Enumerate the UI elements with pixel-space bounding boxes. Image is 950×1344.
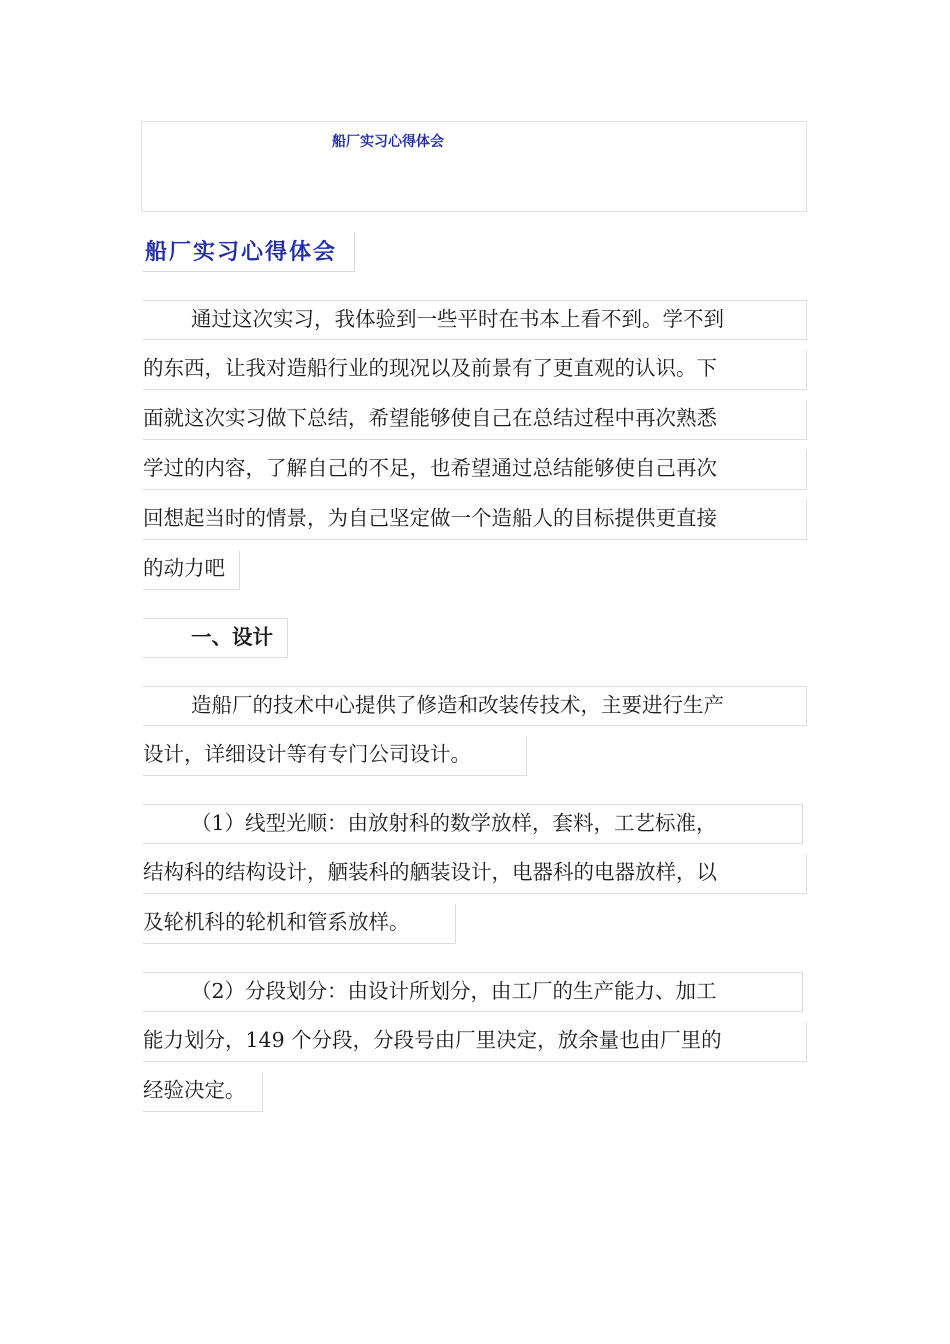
paragraph-line: 面就这次实习做下总结，希望能够使自己在总结过程中再次熟悉: [143, 400, 807, 440]
list-item-line: （1）线型光顺：由放射科的数学放样，套料，工艺标准，: [143, 804, 803, 844]
paragraph-line: 回想起当时的情景，为自己坚定做一个造船人的目标提供更直接: [143, 500, 807, 540]
page-header-box: [141, 121, 807, 212]
list-item-line: 能力划分，149 个分段，分段号由厂里决定，放余量也由厂里的: [143, 1022, 807, 1062]
paragraph-line: 设计，详细设计等有专门公司设计。: [143, 736, 527, 776]
list-item-line: 经验决定。: [143, 1072, 263, 1112]
paragraph-line: 的动力吧: [143, 550, 240, 590]
paragraph-line: 通过这次实习，我体验到一些平时在书本上看不到。学不到: [143, 300, 807, 340]
list-item-line: （2）分段划分：由设计所划分，由工厂的生产能力、加工: [143, 972, 803, 1012]
list-item-line: 结构科的结构设计，舾装科的舾装设计，电器科的电器放样，以: [143, 854, 807, 894]
paragraph-line: 造船厂的技术中心提供了修造和改装传技术，主要进行生产: [143, 686, 807, 726]
header-title: 船厂实习心得体会: [332, 134, 444, 150]
paragraph-line: 的东西，让我对造船行业的现况以及前景有了更直观的认识。下: [143, 350, 807, 390]
list-item-line: 及轮机科的轮机和管系放样。: [143, 904, 456, 944]
paragraph-line: 学过的内容，了解自己的不足，也希望通过总结能够使自己再次: [143, 450, 807, 490]
document-title: 船厂实习心得体会: [143, 232, 355, 272]
section-heading: 一、设计: [143, 618, 288, 658]
